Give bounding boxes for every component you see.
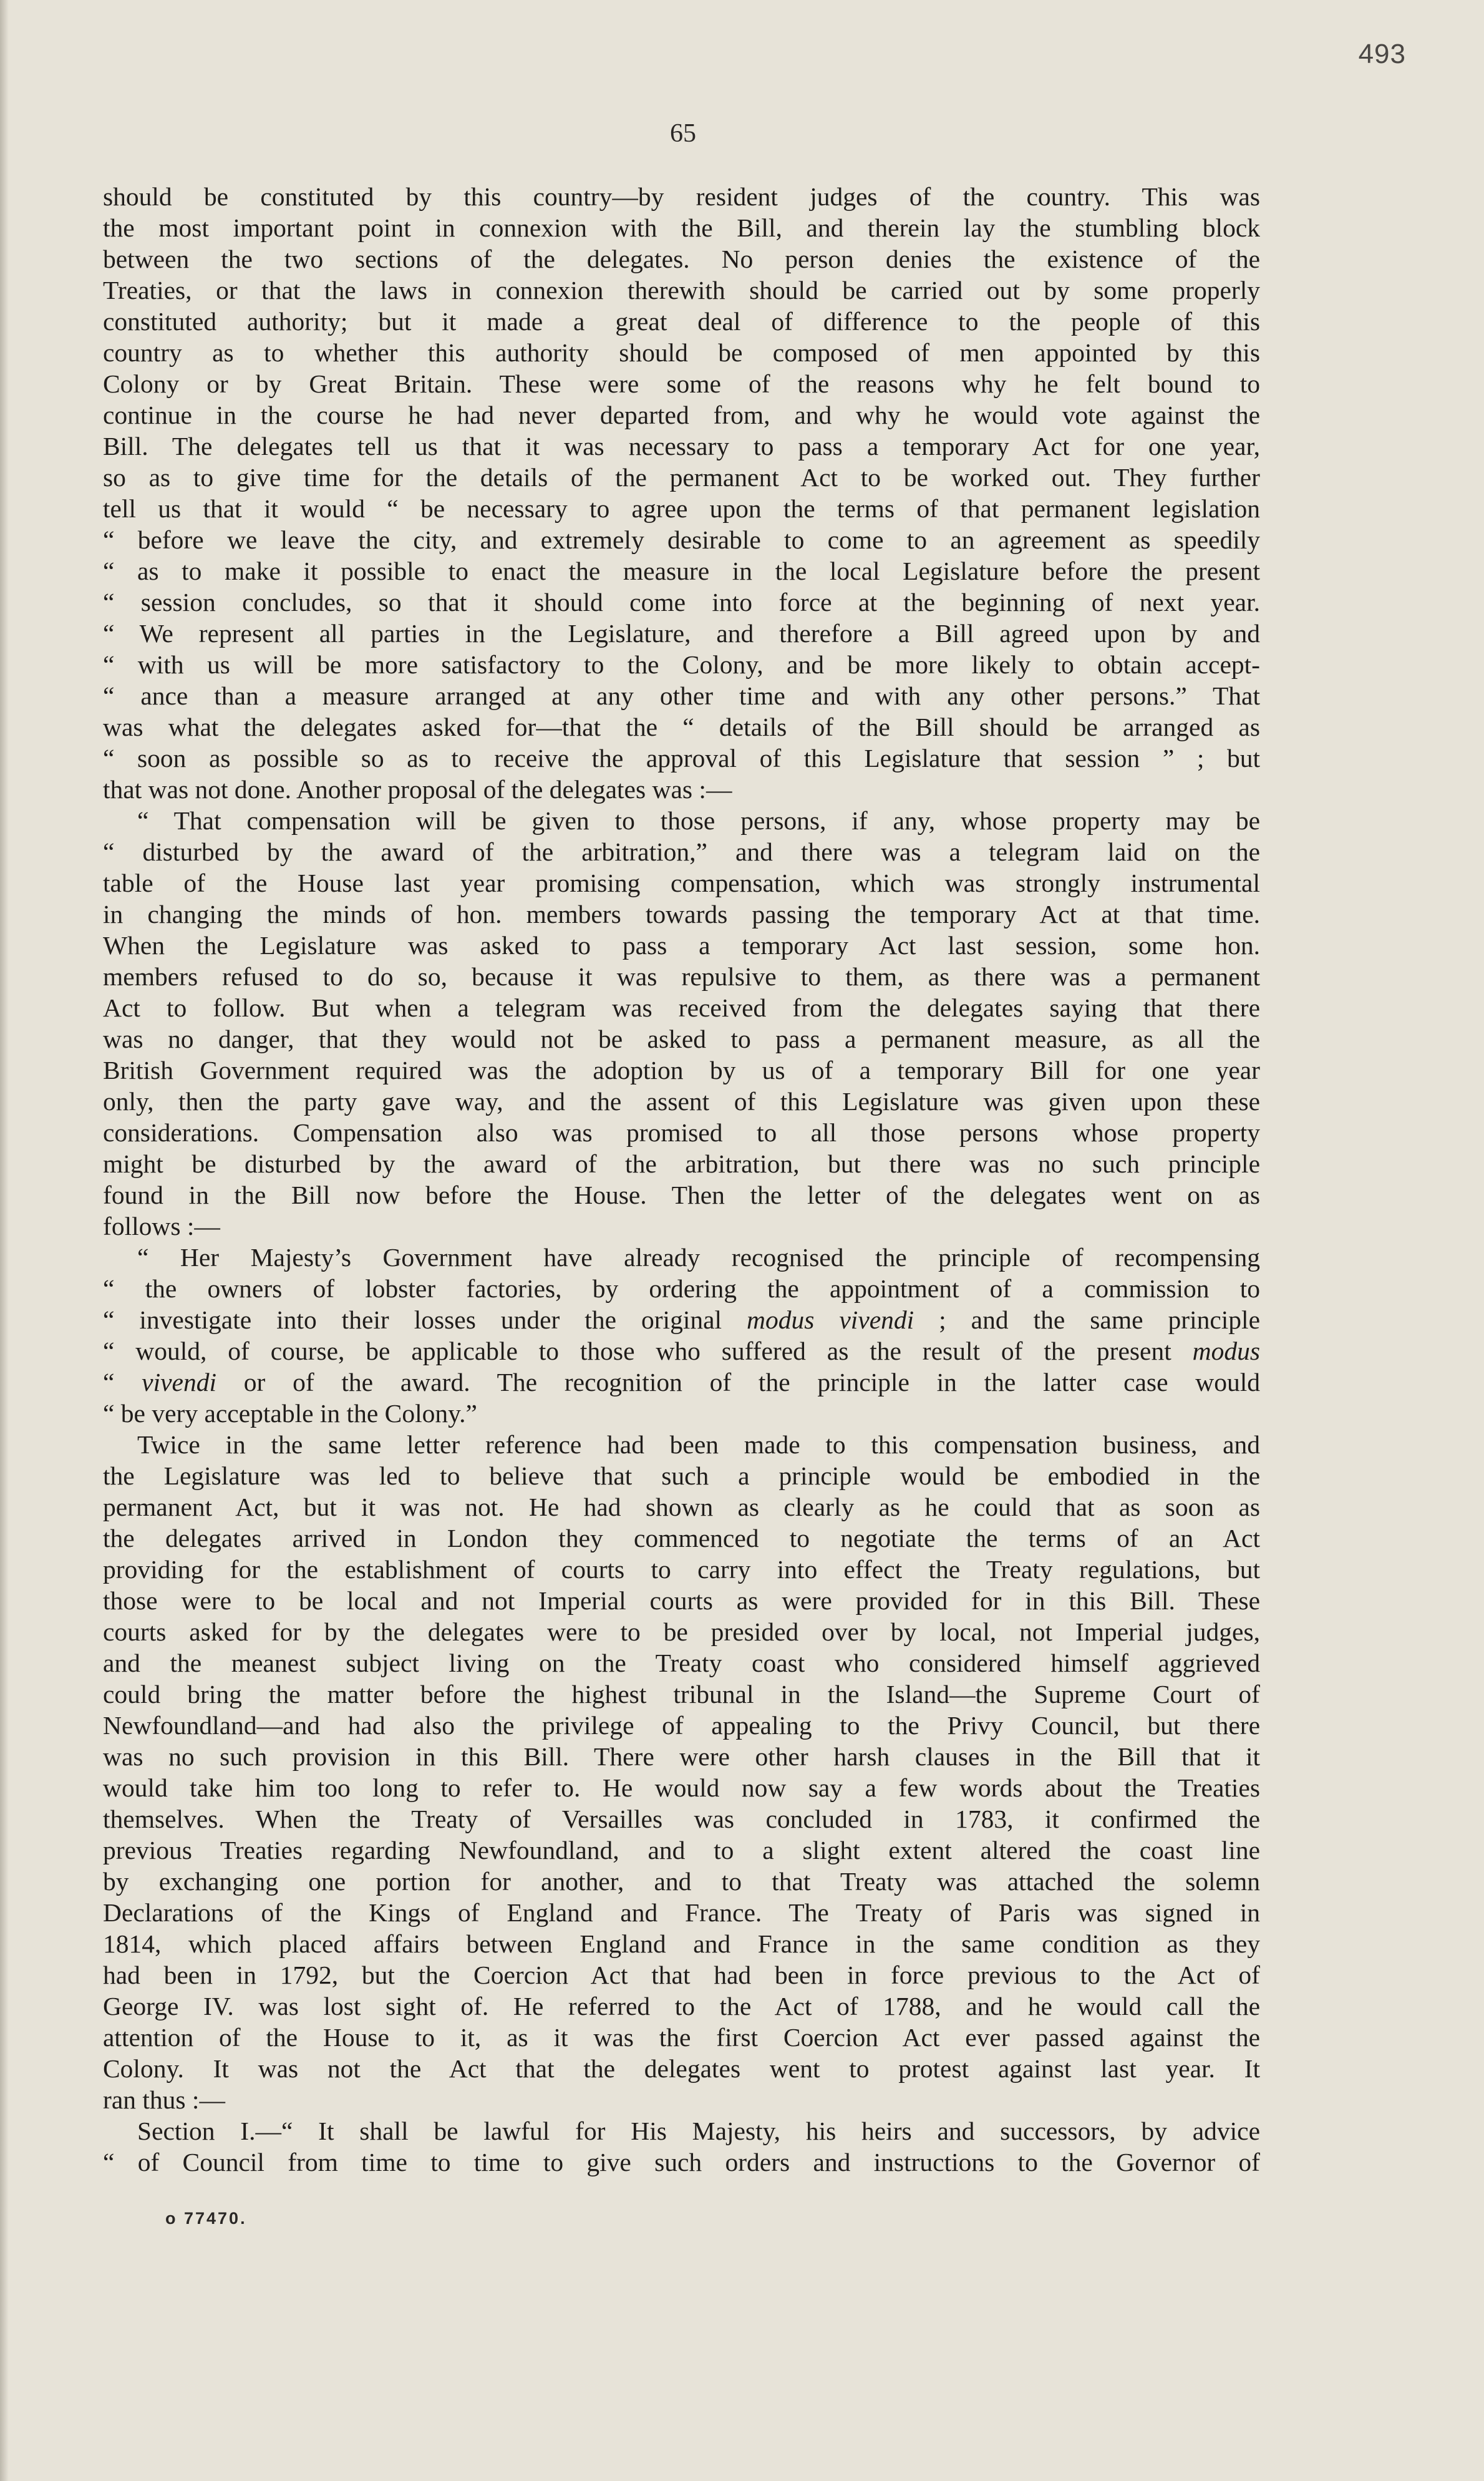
text-line: and the meanest subject living on the Treaty coast who considered himself aggrieved [103, 1649, 1260, 1677]
text-line: between the two sections of the delegates. No person denies the existence of the [103, 245, 1260, 273]
text-line: so as to give time for the details of the permanent Act to be worked out. They further [103, 463, 1260, 492]
text-line: “ session concludes, so that it should come into force at the beginning of next year. [103, 588, 1260, 617]
text-line: themselves. When the Treaty of Versailles was concluded in 1783, it confirmed the [103, 1805, 1260, 1833]
text-line: 1814, which placed affairs between England and France in the same condition as they [103, 1929, 1260, 1958]
text-line: those were to be local and not Imperial courts as were provided for in this Bill. These [103, 1586, 1260, 1615]
text-line: “ with us will be more satisfactory to the Colony, and be more likely to obtain accept- [103, 650, 1260, 679]
text-line: When the Legislature was asked to pass a temporary Act last session, some hon. [103, 931, 1260, 960]
body-text [103, 181, 1260, 2178]
text-line: previous Treaties regarding Newfoundland, and to a slight extent altered the coast line [103, 1836, 1260, 1864]
text-line: Bill. The delegates tell us that it was necessary to pass a temporary Act for one year, [103, 432, 1260, 461]
text-line: “ as to make it possible to enact the measure in the local Legislature before the present [103, 557, 1260, 585]
text-line: should be constituted by this country—by resident judges of the country. This was [103, 182, 1260, 211]
text-line: had been in 1792, but the Coercion Act that had been in force previous to the Act of [103, 1961, 1260, 1989]
text-line: Colony or by Great Britain. These were some of the reasons why he felt bound to [103, 369, 1260, 398]
text-line: follows :— [103, 1212, 220, 1240]
text-line: “ the owners of lobster factories, by ordering the appointment of a commission to [103, 1274, 1260, 1303]
text-line: found in the Bill now before the House. Then the letter of the delegates went on as [103, 1181, 1260, 1209]
text-line: that was not done. Another proposal of the delegates was :— [103, 775, 732, 804]
stamp-page-number: 493 [1358, 39, 1406, 69]
text-line: “ ance than a measure arranged at any other time and with any other persons.” That [103, 681, 1260, 710]
text-line: Act to follow. But when a telegram was received from the delegates saying that there [103, 993, 1260, 1022]
text-line: Section I.—“ It shall be lawful for His Majesty, his heirs and successors, by advice [137, 2117, 1260, 2145]
text-line: “ be very acceptable in the Colony.” [103, 1399, 477, 1428]
printer-signature-mark: o 77470. [165, 2209, 247, 2228]
text-line: British Government required was the adoption by us of a temporary Bill for one year [103, 1056, 1260, 1085]
text-line: ran thus :— [103, 2085, 225, 2114]
text-line: “ before we leave the city, and extremely desirable to come to an agreement as speedily [103, 525, 1260, 554]
text-line: by exchanging one portion for another, and to that Treaty was attached the solemn [103, 1867, 1260, 1896]
text-line: “ disturbed by the award of the arbitration,” and there was a telegram laid on the [103, 837, 1260, 866]
text-line: George IV. was lost sight of. He referred to the Act of 1788, and he would call the [103, 1992, 1260, 2020]
text-line: Declarations of the Kings of England and France. The Treaty of Paris was signed in [103, 1898, 1260, 1927]
text-line: the Legislature was led to believe that such a principle would be embodied in the [103, 1461, 1260, 1490]
text-line: in changing the minds of hon. members towards passing the temporary Act at that time. [103, 900, 1260, 929]
text-line: table of the House last year promising compensation, which was strongly instrumental [103, 869, 1260, 897]
text-line: might be disturbed by the award of the arbitration, but there was no such principle [103, 1149, 1260, 1178]
text-line: was no danger, that they would not be asked to pass a permanent measure, as all the [103, 1025, 1260, 1053]
text-line: was what the delegates asked for—that the “ details of the Bill should be arranged as [103, 713, 1260, 741]
folio-number: 65 [670, 119, 696, 148]
text-line: would take him too long to refer to. He would now say a few words about the Treaties [103, 1773, 1260, 1802]
text-line: the delegates arrived in London they commenced to negotiate the terms of an Act [103, 1524, 1260, 1552]
text-line: country as to whether this authority should be composed of men appointed by this [103, 338, 1260, 367]
text-line: Colony. It was not the Act that the delegates went to protest against last year. It [103, 2054, 1260, 2083]
text-line: members refused to do so, because it was repulsive to them, as there was a permanent [103, 962, 1260, 991]
text-line: constituted authority; but it made a great deal of difference to the people of this [103, 307, 1260, 336]
text-line: the most important point in connexion with the Bill, and therein lay the stumbling block [103, 213, 1260, 242]
text-line: “ soon as possible so as to receive the approval of this Legislature that session ” ; but [103, 744, 1260, 773]
text-line: “ investigate into their losses under the original modus vivendi ; and the same principle [103, 1305, 1260, 1334]
text-line: providing for the establishment of courts to carry into effect the Treaty regulations, but [103, 1555, 1260, 1584]
text-line: was no such provision in this Bill. There were other harsh clauses in the Bill that it [103, 1742, 1260, 1771]
text-line: permanent Act, but it was not. He had shown as clearly as he could that as soon as [103, 1493, 1260, 1521]
text-line: “ would, of course, be applicable to those who suffered as the result of the present modus [103, 1337, 1260, 1365]
text-line: “ That compensation will be given to those persons, if any, whose property may be [137, 806, 1260, 835]
text-line: “ We represent all parties in the Legislature, and therefore a Bill agreed upon by and [103, 619, 1260, 648]
text-line: “ of Council from time to time to give such orders and instructions to the Governor of [103, 2148, 1260, 2176]
text-line: “ vivendi or of the award. The recognition of the principle in the latter case would [103, 1368, 1260, 1396]
text-line: Newfoundland—and had also the privilege of appealing to the Privy Council, but there [103, 1711, 1260, 1740]
text-line: only, then the party gave way, and the assent of this Legislature was given upon these [103, 1087, 1260, 1116]
text-line: Treaties, or that the laws in connexion therewith should be carried out by some properly [103, 276, 1260, 305]
text-line: Twice in the same letter reference had been made to this compensation business, and [137, 1430, 1260, 1459]
text-line: “ Her Majesty’s Government have already recognised the principle of recompensing [137, 1243, 1260, 1272]
text-line: tell us that it would “ be necessary to agree upon the terms of that permanent legislation [103, 494, 1260, 523]
text-line: continue in the course he had never departed from, and why he would vote against the [103, 401, 1260, 429]
text-line: courts asked for by the delegates were to be presided over by local, not Imperial judges, [103, 1617, 1260, 1646]
text-line: could bring the matter before the highest tribunal in the Island—the Supreme Court of [103, 1680, 1260, 1708]
page-edge [0, 0, 9, 2481]
text-line: considerations. Compensation also was promised to all those persons whose property [103, 1118, 1260, 1147]
text-line: attention of the House to it, as it was the first Coercion Act ever passed against the [103, 2023, 1260, 2052]
